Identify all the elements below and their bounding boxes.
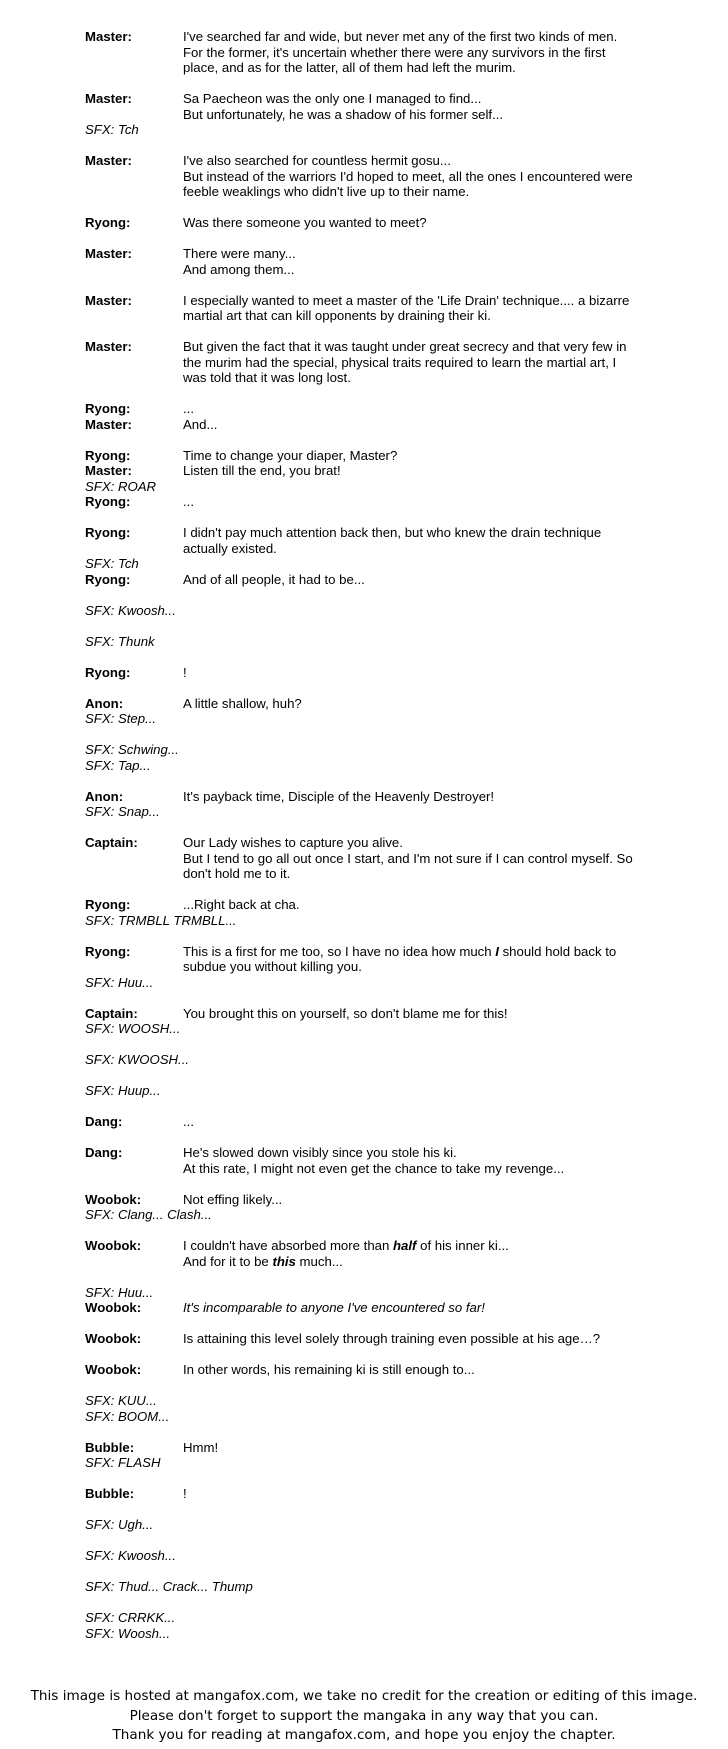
speaker-name: Captain: — [85, 835, 138, 850]
sfx-text: SFX: KWOOSH... — [85, 1052, 190, 1067]
footer-line-thanks: Thank you for reading at mangafox.com, and hope you enjoy the chapter. — [112, 1727, 616, 1743]
speaker-name: Ryong: — [85, 401, 131, 416]
speaker-name: Master: — [85, 416, 132, 432]
dialogue-text: was told that it was long lost. — [183, 370, 351, 385]
sfx-line — [85, 975, 685, 991]
sfx-text: SFX: Step... — [85, 711, 157, 726]
dialogue-line — [85, 1331, 685, 1347]
speaker-name: Ryong: — [85, 571, 131, 587]
speaker-name: Anon: — [85, 695, 124, 711]
footer-line-support: Please don't forget to support the mangaka in any way that you can. — [129, 1707, 599, 1724]
dialogue-text: Hmm! — [183, 1439, 219, 1455]
dialogue-line — [85, 463, 685, 479]
sfx-line — [85, 1021, 685, 1037]
dialogue-text: Was there someone you wanted to meet? — [183, 215, 427, 230]
hosting-footer — [0, 1687, 728, 1746]
dialogue-text: It's payback time, Disciple of the Heavenly Destroyer! — [183, 788, 495, 804]
sfx-text: SFX: Thud... Crack... Thump — [85, 1579, 253, 1594]
sfx-line — [85, 1409, 685, 1425]
speaker-name: Master: — [85, 292, 132, 308]
sfx-line — [85, 913, 685, 929]
sfx-text: SFX: Schwing... — [85, 742, 179, 757]
speaker-name: Master: — [85, 339, 132, 354]
dialogue-line — [85, 696, 685, 712]
dialogue-text-part: And for it to be — [183, 1253, 273, 1269]
dialogue-text-part: should hold back to — [498, 943, 617, 959]
dialogue-line — [85, 835, 685, 851]
dialogue-line — [85, 1161, 685, 1177]
dialogue-text: There were many... — [183, 246, 296, 261]
speaker-name: Dang: — [85, 1114, 123, 1129]
sfx-text: SFX: Huu... — [85, 974, 154, 990]
emphasized-word: this — [272, 1253, 296, 1269]
sfx-text: SFX: Huup... — [85, 1083, 161, 1098]
dialogue-line — [85, 308, 685, 324]
sfx-line — [85, 1579, 685, 1595]
dialogue-line — [85, 1006, 685, 1022]
speaker-name: Woobok: — [85, 1191, 142, 1207]
sfx-text: SFX: ROAR — [85, 478, 157, 494]
speaker-name: Ryong: — [85, 664, 131, 680]
sfx-line — [85, 122, 685, 138]
sfx-text: SFX: Woosh... — [85, 1625, 171, 1641]
footer-line-hosting: This image is hosted at mangafox.com, we take no credit for the creation or editing of this image. — [30, 1688, 698, 1704]
sfx-line — [85, 1393, 685, 1409]
dialogue-line — [85, 184, 685, 200]
sfx-text: SFX: CRRKK... — [85, 1610, 176, 1625]
dialogue-text: And among them... — [183, 261, 295, 277]
sfx-line — [85, 804, 685, 820]
dialogue-line — [85, 789, 685, 805]
sfx-text: SFX: Tch — [85, 122, 139, 137]
sfx-line — [85, 1083, 685, 1099]
dialogue-line — [85, 107, 685, 123]
sfx-line — [85, 1548, 685, 1564]
sfx-text: SFX: Clang... Clash... — [85, 1207, 212, 1222]
speaker-name: Ryong: — [85, 525, 131, 540]
sfx-text: SFX: Tap... — [85, 757, 151, 773]
sfx-line — [85, 556, 685, 572]
speaker-name: Ryong: — [85, 215, 131, 230]
dialogue-line — [85, 401, 685, 417]
sfx-text: SFX: Snap... — [85, 804, 160, 819]
sfx-line — [85, 742, 685, 758]
dialogue-text: But instead of the warriors I'd hoped to meet, all the ones I encountered were — [183, 168, 633, 184]
dialogue-text: feeble weaklings who didn't live up to their name. — [183, 184, 470, 199]
sfx-line — [85, 479, 685, 495]
dialogue-text: ! — [183, 1486, 187, 1501]
dialogue-line — [85, 1486, 685, 1502]
sfx-line — [85, 758, 685, 774]
dialogue-line — [85, 293, 685, 309]
dialogue-text: I especially wanted to meet a master of the 'Life Drain' technique.... a bizarre — [183, 292, 630, 308]
speaker-name: Master: — [85, 29, 132, 44]
sfx-text: SFX: Thunk — [85, 633, 155, 649]
sfx-text: SFX: WOOSH... — [85, 1021, 181, 1036]
script-transcript — [85, 29, 685, 1641]
dialogue-line — [85, 572, 685, 588]
dialogue-text: Not effing likely... — [183, 1191, 283, 1207]
dialogue-line — [85, 851, 685, 867]
dialogue-text — [183, 944, 685, 960]
speaker-name: Dang: — [85, 1145, 123, 1160]
speaker-name: Ryong: — [85, 943, 131, 959]
dialogue-line — [85, 1254, 685, 1270]
dialogue-text: But I tend to go all out once I start, and I'm not sure if I can control myself. So — [183, 850, 633, 866]
dialogue-text: Sa Paecheon was the only one I managed to find... — [183, 91, 482, 106]
dialogue-line — [85, 246, 685, 262]
dialogue-text — [183, 1254, 685, 1270]
dialogue-line — [85, 262, 685, 278]
speaker-name: Woobok: — [85, 1300, 142, 1315]
dialogue-line — [85, 866, 685, 882]
dialogue-line — [85, 215, 685, 231]
dialogue-line — [85, 60, 685, 76]
speaker-name: Woobok: — [85, 1238, 142, 1253]
sfx-line — [85, 1517, 685, 1533]
sfx-text: SFX: Ugh... — [85, 1517, 154, 1532]
sfx-line — [85, 711, 685, 727]
emphasized-word: half — [393, 1238, 417, 1253]
dialogue-line — [85, 959, 685, 975]
dialogue-text: place, and as for the latter, all of them had left the murim. — [183, 60, 516, 75]
dialogue-text: martial art that can kill opponents by draining their ki. — [183, 308, 491, 323]
speaker-name: Bubble: — [85, 1439, 135, 1455]
speaker-name: Woobok: — [85, 1362, 142, 1377]
dialogue-text: A little shallow, huh? — [183, 695, 302, 711]
dialogue-text: At this rate, I might not even get the chance to take my revenge... — [183, 1160, 565, 1176]
dialogue-line — [85, 1440, 685, 1456]
dialogue-line — [85, 1145, 685, 1161]
dialogue-text: But unfortunately, he was a shadow of his former self... — [183, 106, 504, 122]
sfx-line — [85, 1455, 685, 1471]
dialogue-text-part: This is a first for me too, so I have no idea how much — [183, 943, 496, 959]
speaker-name: Captain: — [85, 1005, 138, 1021]
dialogue-text: I didn't pay much attention back then, but who knew the drain technique — [183, 525, 602, 540]
sfx-line — [85, 1207, 685, 1223]
sfx-text: SFX: Tch — [85, 556, 139, 571]
dialogue-line — [85, 1300, 685, 1316]
dialogue-line — [85, 370, 685, 386]
sfx-text: SFX: BOOM... — [85, 1408, 170, 1424]
dialogue-text: actually existed. — [183, 540, 277, 556]
dialogue-text: Time to change your diaper, Master? — [183, 447, 398, 463]
sfx-text: SFX: TRMBLL TRMBLL... — [85, 912, 237, 928]
dialogue-text: Is attaining this level solely through training even possible at his age…? — [183, 1331, 601, 1346]
dialogue-line — [85, 355, 685, 371]
dialogue-text-part: I couldn't have absorbed more than — [183, 1238, 393, 1253]
dialogue-line — [85, 1362, 685, 1378]
dialogue-line — [85, 29, 685, 45]
dialogue-text: the murim had the special, physical traits required to learn the martial art, I — [183, 354, 617, 370]
sfx-text: SFX: Kwoosh... — [85, 602, 176, 618]
dialogue-line — [85, 897, 685, 913]
dialogue-line — [85, 91, 685, 107]
dialogue-text: Listen till the end, you brat! — [183, 463, 341, 478]
dialogue-text: And of all people, it had to be... — [183, 571, 365, 587]
dialogue-text: ... — [183, 1114, 194, 1129]
speaker-name: Master: — [85, 153, 132, 168]
dialogue-line — [85, 153, 685, 169]
dialogue-line — [85, 169, 685, 185]
dialogue-text: ! — [183, 664, 187, 680]
speaker-name: Bubble: — [85, 1486, 135, 1501]
emphasized-word: I — [495, 943, 499, 959]
dialogue-text: I've also searched for countless hermit gosu... — [183, 153, 451, 168]
speaker-name: Master: — [85, 463, 132, 478]
speaker-name: Ryong: — [85, 447, 131, 463]
speaker-name: Ryong: — [85, 897, 131, 912]
dialogue-text: ...Right back at cha. — [183, 897, 300, 912]
dialogue-line — [85, 944, 685, 960]
sfx-line — [85, 634, 685, 650]
sfx-line — [85, 1052, 685, 1068]
dialogue-line — [85, 525, 685, 541]
dialogue-text: He's slowed down visibly since you stole his ki. — [183, 1145, 457, 1160]
dialogue-text: It's incomparable to anyone I've encountered so far! — [183, 1300, 485, 1315]
speaker-name: Ryong: — [85, 494, 131, 509]
dialogue-text-part: much... — [295, 1253, 343, 1269]
dialogue-line — [85, 541, 685, 557]
sfx-text: SFX: Kwoosh... — [85, 1548, 176, 1563]
dialogue-line — [85, 45, 685, 61]
speaker-name: Woobok: — [85, 1331, 142, 1346]
dialogue-text: For the former, it's uncertain whether there were any survivors in the first — [183, 44, 606, 60]
dialogue-text-part: of his inner ki... — [416, 1238, 509, 1253]
dialogue-line — [85, 1192, 685, 1208]
dialogue-text: I've searched far and wide, but never met any of the first two kinds of men. — [183, 29, 618, 44]
dialogue-text: don't hold me to it. — [183, 866, 291, 881]
dialogue-line — [85, 1114, 685, 1130]
sfx-line — [85, 1626, 685, 1642]
sfx-line — [85, 603, 685, 619]
dialogue-text: ... — [183, 401, 194, 416]
dialogue-line — [85, 1238, 685, 1254]
dialogue-text: In other words, his remaining ki is still enough to... — [183, 1362, 475, 1377]
dialogue-text — [183, 1238, 685, 1254]
sfx-line — [85, 1610, 685, 1626]
sfx-text: SFX: Huu... — [85, 1284, 154, 1300]
dialogue-text: And... — [183, 416, 218, 432]
dialogue-line — [85, 448, 685, 464]
dialogue-line — [85, 339, 685, 355]
speaker-name: Anon: — [85, 788, 124, 804]
dialogue-text: You brought this on yourself, so don't blame me for this! — [183, 1005, 508, 1021]
dialogue-line — [85, 665, 685, 681]
speaker-name: Master: — [85, 246, 132, 261]
dialogue-text: But given the fact that it was taught under great secrecy and that very few in — [183, 339, 627, 354]
sfx-text: SFX: FLASH — [85, 1455, 161, 1470]
sfx-line — [85, 1285, 685, 1301]
dialogue-text: Our Lady wishes to capture you alive. — [183, 835, 403, 850]
sfx-text: SFX: KUU... — [85, 1393, 157, 1408]
dialogue-line — [85, 494, 685, 510]
dialogue-line — [85, 417, 685, 433]
dialogue-text: ... — [183, 494, 194, 509]
dialogue-text: subdue you without killing you. — [183, 959, 362, 974]
speaker-name: Master: — [85, 91, 132, 106]
